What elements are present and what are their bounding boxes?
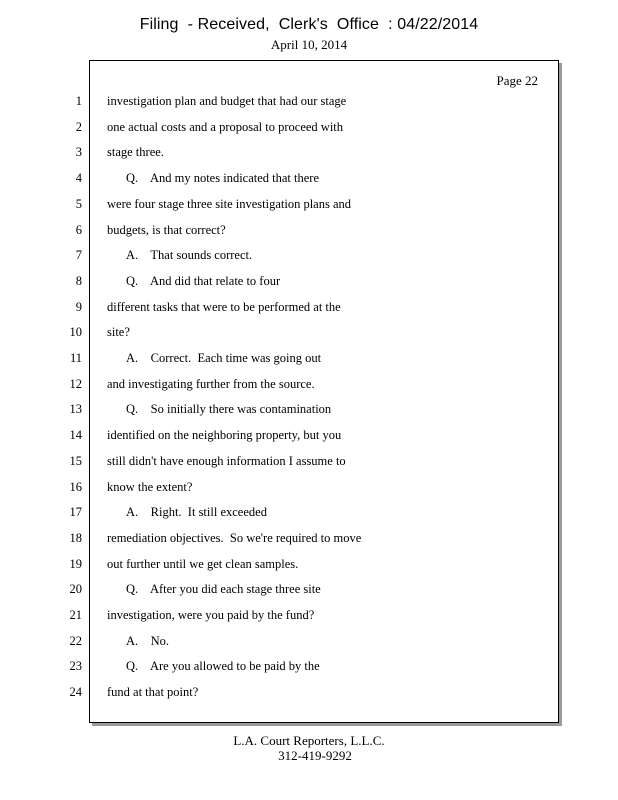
line-number: 24 [69,685,82,700]
line-text: Q. And did that relate to four [126,273,281,288]
line-text: still didn't have enough information I assume to [107,453,346,468]
line-number: 7 [75,248,82,263]
line-number: 10 [69,325,82,340]
line-number: 9 [75,299,82,314]
line-text: A. No. [126,633,170,648]
line-number: 2 [75,119,82,134]
line-text: investigation plan and budget that had our stage [107,94,347,108]
line-number: 11 [69,351,82,365]
line-text: Q. And my notes indicated that there [126,171,320,186]
line-text: were four stage three site investigation plans and [107,196,352,211]
line-text: know the extent? [107,479,193,494]
line-number: 21 [69,608,82,622]
line-number: 14 [69,428,82,443]
line-text: A. Correct. Each time was going out [126,351,322,365]
line-number: 1 [75,94,82,108]
line-text: out further until we get clean samples. [107,556,299,571]
line-text: stage three. [107,145,164,160]
line-text: different tasks that were to be performed at the [107,299,341,314]
line-number: 6 [75,222,82,237]
line-number: 19 [69,556,82,571]
line-number: 23 [69,659,82,674]
line-text: investigation, were you paid by the fund? [107,608,315,622]
line-number: 12 [69,376,82,391]
line-text: fund at that point? [107,685,199,700]
line-number: 4 [75,171,82,186]
footer-company: L.A. Court Reporters, L.L.C. [233,733,385,748]
line-text: Q. After you did each stage three site [126,582,321,597]
line-text: identified on the neighboring property, but you [107,428,342,443]
line-text: Q. Are you allowed to be paid by the [126,659,320,674]
line-number: 3 [75,145,82,160]
line-text: one actual costs and a proposal to proceed with [107,119,344,134]
line-text: and investigating further from the source. [107,376,315,391]
filing-stamp: Filing - Received, Clerk's Office : 04/22/2014 [139,16,479,33]
line-number: 22 [69,633,82,648]
footer-phone: 312-419-9292 [278,748,352,763]
line-text: budgets, is that correct? [107,222,226,237]
line-number: 20 [69,582,82,597]
line-number: 8 [75,273,82,288]
line-text: A. That sounds correct. [126,248,253,263]
line-text: site? [107,325,130,340]
line-number: 15 [69,453,82,468]
line-text: Q. So initially there was contamination [126,402,332,417]
line-number: 13 [69,402,82,417]
line-number: 18 [69,530,82,545]
line-number: 17 [69,505,82,520]
line-number: 5 [75,196,82,211]
page-number: Page 22 [496,73,538,88]
line-text: A. Right. It still exceeded [126,505,267,520]
line-text: remediation objectives. So we're required to move [107,530,362,545]
line-number: 16 [69,479,82,494]
deposition-date: April 10, 2014 [270,37,348,52]
